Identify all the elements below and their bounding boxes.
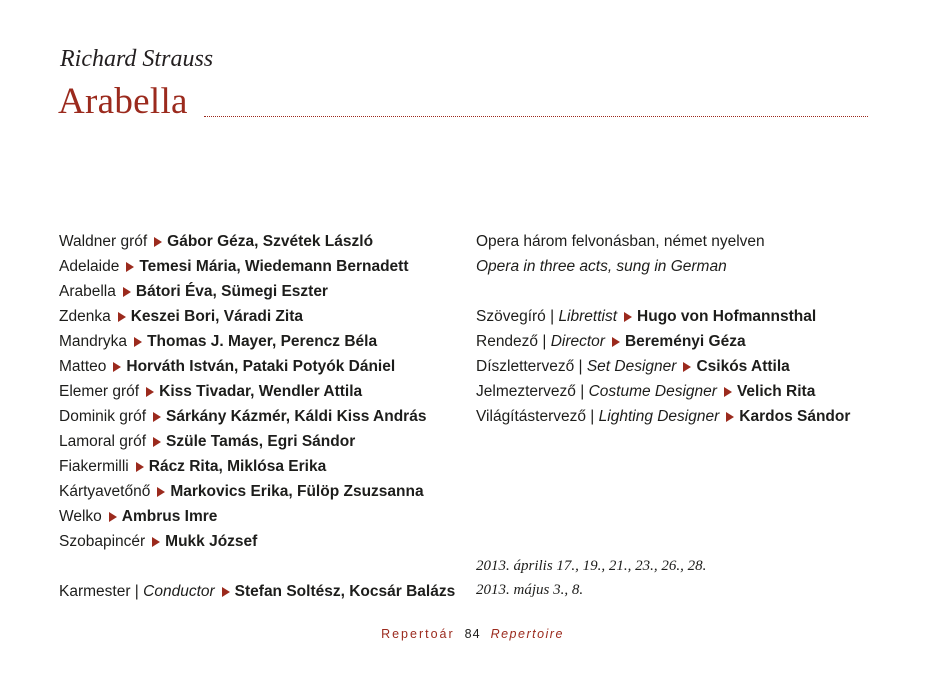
cast-role: Elemer gróf bbox=[59, 383, 140, 400]
performance-dates bbox=[476, 554, 706, 602]
conductor-role-hu: Karmester bbox=[59, 583, 131, 600]
cast-row bbox=[59, 529, 479, 554]
footer-section-en: Repertoire bbox=[490, 627, 564, 641]
creative-role-en: Lighting Designer bbox=[598, 408, 720, 425]
cast-role: Fiakermilli bbox=[59, 458, 129, 475]
creative-role-hu: Jelmeztervező bbox=[476, 383, 576, 400]
cast-row bbox=[59, 429, 479, 454]
spacer bbox=[59, 554, 479, 579]
creative-names: Hugo von Hofmannsthal bbox=[637, 308, 817, 325]
triangle-right-icon bbox=[154, 237, 162, 247]
cast-row bbox=[59, 354, 479, 379]
title-dotted-rule bbox=[204, 116, 868, 117]
triangle-right-icon bbox=[126, 262, 134, 272]
cast-names: Sárkány Kázmér, Káldi Kiss András bbox=[166, 408, 427, 425]
triangle-right-icon bbox=[222, 587, 230, 597]
creative-role-en: Director bbox=[550, 333, 605, 350]
page-footer bbox=[0, 627, 945, 641]
composer-name: Richard Strauss bbox=[60, 46, 214, 72]
cast-row bbox=[59, 229, 479, 254]
cast-row bbox=[59, 404, 479, 429]
creative-role-hu: Rendező bbox=[476, 333, 539, 350]
triangle-right-icon bbox=[123, 287, 131, 297]
cast-row bbox=[59, 454, 479, 479]
creative-role-hu: Világítástervező bbox=[476, 408, 586, 425]
cast-names: Kiss Tivadar, Wendler Attila bbox=[159, 383, 363, 400]
cast-names: Gábor Géza, Szvétek László bbox=[167, 233, 374, 250]
cast-role: Matteo bbox=[59, 358, 107, 375]
cast-names: Markovics Erika, Fülöp Zsuzsanna bbox=[170, 483, 424, 500]
creative-role-en: Set Designer bbox=[586, 358, 677, 375]
cast-role: Szobapincér bbox=[59, 533, 146, 550]
cast-row bbox=[59, 304, 479, 329]
separator: | bbox=[545, 308, 559, 325]
creative-names: Velich Rita bbox=[736, 383, 816, 400]
cast-names: Mukk József bbox=[165, 533, 258, 550]
cast-role: Dominik gróf bbox=[59, 408, 146, 425]
triangle-right-icon bbox=[113, 362, 121, 372]
cast-row bbox=[59, 329, 479, 354]
cast-row bbox=[59, 379, 479, 404]
cast-role: Lamoral gróf bbox=[59, 433, 147, 450]
date-line: 2013. május 3., 8. bbox=[476, 582, 584, 598]
separator: | bbox=[586, 408, 599, 425]
creative-role-en: Librettist bbox=[558, 308, 618, 325]
triangle-right-icon bbox=[724, 387, 732, 397]
separator: | bbox=[538, 333, 551, 350]
cast-role: Adelaide bbox=[59, 258, 120, 275]
triangle-right-icon bbox=[726, 412, 734, 422]
triangle-right-icon bbox=[153, 437, 161, 447]
conductor-role-en: Conductor bbox=[143, 583, 215, 600]
creative-names: Csikós Attila bbox=[696, 358, 790, 375]
footer-section-hu: Repertoár bbox=[381, 627, 455, 641]
triangle-right-icon bbox=[612, 337, 620, 347]
triangle-right-icon bbox=[152, 537, 160, 547]
cast-names: Ambrus Imre bbox=[121, 508, 218, 525]
creative-row bbox=[476, 329, 896, 354]
cast-row bbox=[59, 279, 479, 304]
cast-list bbox=[59, 229, 479, 604]
separator: | bbox=[575, 383, 589, 400]
separator: | bbox=[130, 583, 144, 600]
triangle-right-icon bbox=[153, 412, 161, 422]
creative-role-hu: Díszlettervező bbox=[476, 358, 575, 375]
cast-role: Zdenka bbox=[59, 308, 111, 325]
cast-row bbox=[59, 504, 479, 529]
creative-names: Kardos Sándor bbox=[739, 408, 851, 425]
triangle-right-icon bbox=[118, 312, 126, 322]
creative-names: Bereményi Géza bbox=[624, 333, 746, 350]
separator: | bbox=[574, 358, 587, 375]
conductor-names: Stefan Soltész, Kocsár Balázs bbox=[234, 583, 456, 600]
creative-role-en: Costume Designer bbox=[588, 383, 717, 400]
title-row bbox=[58, 80, 868, 124]
triangle-right-icon bbox=[683, 362, 691, 372]
cast-names: Keszei Bori, Váradi Zita bbox=[130, 308, 303, 325]
cast-names: Temesi Mária, Wiedemann Bernadett bbox=[139, 258, 409, 275]
triangle-right-icon bbox=[109, 512, 117, 522]
info-line-hu: Opera három felvonásban, német nyelven bbox=[476, 233, 765, 250]
creative-row bbox=[476, 354, 896, 379]
opera-title: Arabella bbox=[58, 81, 188, 122]
cast-names: Rácz Rita, Miklósa Erika bbox=[148, 458, 327, 475]
page-number: 84 bbox=[464, 627, 481, 641]
triangle-right-icon bbox=[136, 462, 144, 472]
info-line-en: Opera in three acts, sung in German bbox=[476, 258, 727, 275]
cast-row bbox=[59, 479, 479, 504]
cast-role: Kártyavetőnő bbox=[59, 483, 151, 500]
spacer bbox=[476, 279, 896, 304]
production-info bbox=[476, 229, 896, 429]
cast-role: Waldner gróf bbox=[59, 233, 148, 250]
cast-role: Welko bbox=[59, 508, 102, 525]
cast-role: Arabella bbox=[59, 283, 116, 300]
creative-row bbox=[476, 404, 896, 429]
date-line: 2013. április 17., 19., 21., 23., 26., 28. bbox=[476, 558, 707, 574]
cast-row bbox=[59, 254, 479, 279]
cast-role: Mandryka bbox=[59, 333, 128, 350]
triangle-right-icon bbox=[157, 487, 165, 497]
cast-names: Bátori Éva, Sümegi Eszter bbox=[135, 283, 328, 300]
cast-names: Thomas J. Mayer, Perencz Béla bbox=[147, 333, 378, 350]
creative-row bbox=[476, 379, 896, 404]
triangle-right-icon bbox=[146, 387, 154, 397]
cast-names: Horváth István, Pataki Potyók Dániel bbox=[126, 358, 396, 375]
creative-row bbox=[476, 304, 896, 329]
triangle-right-icon bbox=[134, 337, 142, 347]
cast-names: Szüle Tamás, Egri Sándor bbox=[166, 433, 356, 450]
conductor-row bbox=[59, 579, 479, 604]
creative-role-hu: Szövegíró bbox=[476, 308, 546, 325]
triangle-right-icon bbox=[624, 312, 632, 322]
